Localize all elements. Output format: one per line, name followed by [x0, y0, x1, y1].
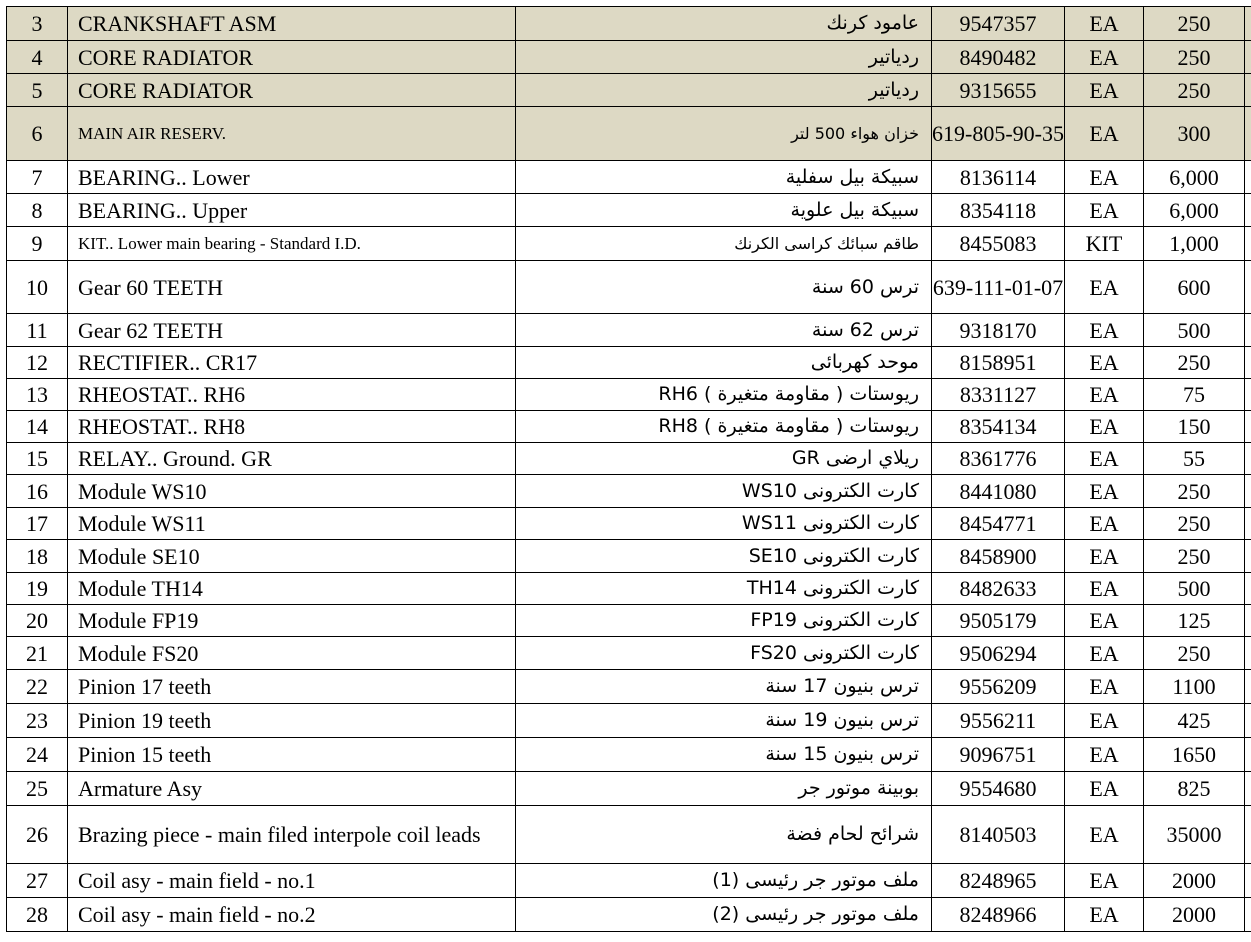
quantity-cell: 250: [1144, 475, 1245, 508]
edge-cell: [1245, 227, 1251, 261]
arabic-text: ترس بنيون 17 سنة: [765, 675, 919, 697]
arabic-text: موحد كهربائى: [810, 351, 919, 373]
quantity-cell: 2000: [1144, 864, 1245, 898]
edge-cell: [1245, 898, 1251, 932]
description-en-cell: Coil asy - main field - no.2: [68, 898, 516, 932]
quantity-cell: 425: [1144, 704, 1245, 738]
description-ar-cell: [516, 74, 932, 107]
edge-cell: [1245, 347, 1251, 379]
edge-cell: [1245, 772, 1251, 806]
edge-cell: [1245, 864, 1251, 898]
unit-cell: EA: [1065, 864, 1144, 898]
quantity-cell: 250: [1144, 347, 1245, 379]
part-number-cell: 8158951: [932, 347, 1065, 379]
edge-cell: [1245, 261, 1251, 314]
arabic-text: ملف موتور جر رئيسى (2): [712, 903, 919, 925]
description-ar-cell: [516, 573, 932, 605]
item-number-cell: 20: [7, 605, 68, 637]
description-ar-cell: [516, 605, 932, 637]
item-number-cell: 16: [7, 475, 68, 508]
quantity-cell: 250: [1144, 74, 1245, 107]
description-en-cell: Gear 62 TEETH: [68, 314, 516, 347]
arabic-text: سبيكة بيل علوية: [790, 198, 919, 221]
part-number-cell: 8361776: [932, 443, 1065, 475]
unit-cell: EA: [1065, 772, 1144, 806]
edge-cell: [1245, 475, 1251, 508]
description-en-cell: BEARING.. Upper: [68, 194, 516, 227]
description-ar-cell: [516, 411, 932, 443]
unit-cell: EA: [1065, 41, 1144, 74]
table-row: [7, 41, 1251, 74]
description-en-cell: Armature Asy: [68, 772, 516, 806]
unit-cell: EA: [1065, 261, 1144, 314]
arabic-text: ردياتير: [868, 78, 919, 101]
edge-cell: [1245, 540, 1251, 573]
description-en-cell: Module FS20: [68, 637, 516, 670]
table-row: [7, 161, 1251, 194]
description-ar-cell: [516, 704, 932, 738]
edge-cell: [1245, 738, 1251, 772]
arabic-text: خزان هواء 500 لتر: [791, 124, 919, 143]
arabic-text: بوبينة موتور جر: [798, 777, 919, 799]
quantity-cell: 1,000: [1144, 227, 1245, 261]
edge-cell: [1245, 41, 1251, 74]
edge-cell: [1245, 508, 1251, 540]
description-en-cell: CORE RADIATOR: [68, 41, 516, 74]
unit-cell: EA: [1065, 194, 1144, 227]
item-number-cell: 27: [7, 864, 68, 898]
description-ar-cell: [516, 806, 932, 864]
item-number-cell: 26: [7, 806, 68, 864]
description-ar-cell: [516, 670, 932, 704]
table-row: [7, 605, 1251, 637]
description-ar-cell: [516, 508, 932, 540]
quantity-cell: 825: [1144, 772, 1245, 806]
unit-cell: EA: [1065, 704, 1144, 738]
table-row: [7, 7, 1251, 41]
quantity-cell: 6,000: [1144, 161, 1245, 194]
item-number-cell: 10: [7, 261, 68, 314]
quantity-cell: 1650: [1144, 738, 1245, 772]
part-number-cell: 8482633: [932, 573, 1065, 605]
part-number-cell: 9506294: [932, 637, 1065, 670]
description-ar-cell: [516, 41, 932, 74]
quantity-cell: 250: [1144, 637, 1245, 670]
unit-cell: EA: [1065, 379, 1144, 411]
item-number-cell: 11: [7, 314, 68, 347]
unit-cell: KIT: [1065, 227, 1144, 261]
unit-cell: EA: [1065, 475, 1144, 508]
edge-cell: [1245, 107, 1251, 161]
edge-cell: [1245, 670, 1251, 704]
description-en-cell: Module WS11: [68, 508, 516, 540]
description-ar-cell: [516, 194, 932, 227]
description-ar-cell: [516, 475, 932, 508]
quantity-cell: 250: [1144, 508, 1245, 540]
arabic-text: ترس بنيون 19 سنة: [765, 709, 919, 731]
arabic-text: ملف موتور جر رئيسى (1): [712, 869, 919, 891]
part-number-cell: 619-805-90-35: [932, 107, 1065, 161]
unit-cell: EA: [1065, 314, 1144, 347]
item-number-cell: 21: [7, 637, 68, 670]
arabic-text: ريوستات ( مقاومة متغيرة ) RH8: [658, 415, 919, 437]
unit-cell: EA: [1065, 161, 1144, 194]
arabic-text: كارت الكترونى FS20: [750, 641, 919, 664]
item-number-cell: 25: [7, 772, 68, 806]
arabic-text: كارت الكترونى TH14: [746, 577, 919, 599]
part-number-cell: 8248965: [932, 864, 1065, 898]
table-row: [7, 379, 1251, 411]
quantity-cell: 150: [1144, 411, 1245, 443]
table-row: [7, 107, 1251, 161]
description-ar-cell: [516, 261, 932, 314]
unit-cell: EA: [1065, 573, 1144, 605]
description-en-cell: Module SE10: [68, 540, 516, 573]
description-ar-cell: [516, 314, 932, 347]
description-ar-cell: [516, 107, 932, 161]
unit-cell: EA: [1065, 670, 1144, 704]
part-number-cell: 9096751: [932, 738, 1065, 772]
table-row: [7, 573, 1251, 605]
quantity-cell: 55: [1144, 443, 1245, 475]
description-ar-cell: [516, 864, 932, 898]
item-number-cell: 28: [7, 898, 68, 932]
description-en-cell: RHEOSTAT.. RH8: [68, 411, 516, 443]
description-ar-cell: [516, 738, 932, 772]
arabic-text: كارت الكترونى WS11: [741, 512, 919, 534]
table-row: [7, 670, 1251, 704]
table-row: [7, 443, 1251, 475]
part-number-cell: 9554680: [932, 772, 1065, 806]
quantity-cell: 250: [1144, 7, 1245, 41]
edge-cell: [1245, 443, 1251, 475]
item-number-cell: 22: [7, 670, 68, 704]
description-en-cell: Gear 60 TEETH: [68, 261, 516, 314]
unit-cell: EA: [1065, 508, 1144, 540]
arabic-text: ريوستات ( مقاومة متغيرة ) RH6: [658, 383, 919, 405]
unit-cell: EA: [1065, 411, 1144, 443]
item-number-cell: 9: [7, 227, 68, 261]
part-number-cell: 9505179: [932, 605, 1065, 637]
arabic-text: ترس بنيون 15 سنة: [765, 743, 919, 765]
arabic-text: طاقم سبائك كراسى الكرنك: [734, 234, 919, 253]
edge-cell: [1245, 379, 1251, 411]
table-row: [7, 411, 1251, 443]
item-number-cell: 23: [7, 704, 68, 738]
item-number-cell: 4: [7, 41, 68, 74]
item-number-cell: 17: [7, 508, 68, 540]
quantity-cell: 500: [1144, 314, 1245, 347]
description-en-cell: Module WS10: [68, 475, 516, 508]
edge-cell: [1245, 194, 1251, 227]
arabic-text: كارت الكترونى SE10: [748, 544, 919, 567]
unit-cell: EA: [1065, 637, 1144, 670]
table-row: [7, 704, 1251, 738]
description-en-cell: Module TH14: [68, 573, 516, 605]
part-number-cell: 9315655: [932, 74, 1065, 107]
quantity-cell: 250: [1144, 540, 1245, 573]
edge-cell: [1245, 637, 1251, 670]
arabic-text: كارت الكترونى FP19: [750, 609, 919, 631]
arabic-text: كارت الكترونى WS10: [741, 479, 919, 502]
description-en-cell: Pinion 19 teeth: [68, 704, 516, 738]
item-number-cell: 19: [7, 573, 68, 605]
item-number-cell: 7: [7, 161, 68, 194]
part-number-cell: 9556211: [932, 704, 1065, 738]
part-number-cell: 8136114: [932, 161, 1065, 194]
description-ar-cell: [516, 772, 932, 806]
quantity-cell: 1100: [1144, 670, 1245, 704]
unit-cell: EA: [1065, 443, 1144, 475]
table-row: [7, 347, 1251, 379]
table-row: [7, 637, 1251, 670]
edge-cell: [1245, 314, 1251, 347]
part-number-cell: 9556209: [932, 670, 1065, 704]
part-number-cell: 8490482: [932, 41, 1065, 74]
part-number-cell: 8458900: [932, 540, 1065, 573]
item-number-cell: 18: [7, 540, 68, 573]
arabic-text: عامود كرنك: [826, 12, 919, 34]
description-ar-cell: [516, 540, 932, 573]
quantity-cell: 2000: [1144, 898, 1245, 932]
description-en-cell: Brazing piece - main filed interpole coil leads: [68, 806, 516, 864]
description-en-cell: CORE RADIATOR: [68, 74, 516, 107]
unit-cell: EA: [1065, 898, 1144, 932]
unit-cell: EA: [1065, 540, 1144, 573]
description-en-cell: Pinion 15 teeth: [68, 738, 516, 772]
part-number-cell: 9547357: [932, 7, 1065, 41]
edge-cell: [1245, 161, 1251, 194]
arabic-text: ردياتير: [868, 45, 919, 68]
unit-cell: EA: [1065, 806, 1144, 864]
description-ar-cell: [516, 227, 932, 261]
table-row: [7, 227, 1251, 261]
item-number-cell: 3: [7, 7, 68, 41]
item-number-cell: 15: [7, 443, 68, 475]
arabic-text: سبيكة بيل سفلية: [785, 165, 919, 188]
quantity-cell: 500: [1144, 573, 1245, 605]
arabic-text: ترس 60 سنة: [811, 275, 919, 298]
item-number-cell: 14: [7, 411, 68, 443]
part-number-cell: 8248966: [932, 898, 1065, 932]
quantity-cell: 250: [1144, 41, 1245, 74]
description-en-cell: RECTIFIER.. CR17: [68, 347, 516, 379]
description-ar-cell: [516, 637, 932, 670]
description-ar-cell: [516, 347, 932, 379]
part-number-cell: 8140503: [932, 806, 1065, 864]
edge-cell: [1245, 605, 1251, 637]
table-row: [7, 194, 1251, 227]
description-en-cell: KIT.. Lower main bearing - Standard I.D.: [68, 227, 516, 261]
table-row: [7, 540, 1251, 573]
quantity-cell: 35000: [1144, 806, 1245, 864]
item-number-cell: 12: [7, 347, 68, 379]
part-number-cell: 8354134: [932, 411, 1065, 443]
description-en-cell: MAIN AIR RESERV.: [68, 107, 516, 161]
description-ar-cell: [516, 443, 932, 475]
quantity-cell: 600: [1144, 261, 1245, 314]
table-row: [7, 508, 1251, 540]
table-row: [7, 898, 1251, 932]
table-row: [7, 475, 1251, 508]
quantity-cell: 6,000: [1144, 194, 1245, 227]
part-number-cell: 8454771: [932, 508, 1065, 540]
part-number-cell: 8455083: [932, 227, 1065, 261]
table-row: [7, 74, 1251, 107]
part-number-cell: 639-111-01-07: [932, 261, 1065, 314]
description-en-cell: RHEOSTAT.. RH6: [68, 379, 516, 411]
table-row: [7, 738, 1251, 772]
unit-cell: EA: [1065, 605, 1144, 637]
arabic-text: ريلاي ارضى GR: [791, 447, 919, 469]
item-number-cell: 8: [7, 194, 68, 227]
unit-cell: EA: [1065, 107, 1144, 161]
edge-cell: [1245, 806, 1251, 864]
description-ar-cell: [516, 379, 932, 411]
arabic-text: ترس 62 سنة: [811, 318, 919, 341]
table-row: [7, 314, 1251, 347]
part-number-cell: 8331127: [932, 379, 1065, 411]
quantity-cell: 75: [1144, 379, 1245, 411]
description-en-cell: Pinion 17 teeth: [68, 670, 516, 704]
description-ar-cell: [516, 898, 932, 932]
arabic-text: شرائح لحام فضة: [786, 823, 919, 845]
edge-cell: [1245, 704, 1251, 738]
unit-cell: EA: [1065, 738, 1144, 772]
table-row: [7, 772, 1251, 806]
edge-cell: [1245, 74, 1251, 107]
description-en-cell: BEARING.. Lower: [68, 161, 516, 194]
parts-table: [6, 6, 1251, 932]
table-row: [7, 864, 1251, 898]
item-number-cell: 6: [7, 107, 68, 161]
edge-cell: [1245, 573, 1251, 605]
edge-cell: [1245, 7, 1251, 41]
quantity-cell: 125: [1144, 605, 1245, 637]
quantity-cell: 300: [1144, 107, 1245, 161]
part-number-cell: 8354118: [932, 194, 1065, 227]
part-number-cell: 8441080: [932, 475, 1065, 508]
description-en-cell: Coil asy - main field - no.1: [68, 864, 516, 898]
table-row: [7, 261, 1251, 314]
unit-cell: EA: [1065, 347, 1144, 379]
parts-table-body: [7, 7, 1251, 932]
description-ar-cell: [516, 7, 932, 41]
table-row: [7, 806, 1251, 864]
unit-cell: EA: [1065, 7, 1144, 41]
unit-cell: EA: [1065, 74, 1144, 107]
item-number-cell: 5: [7, 74, 68, 107]
description-en-cell: Module FP19: [68, 605, 516, 637]
description-en-cell: RELAY.. Ground. GR: [68, 443, 516, 475]
part-number-cell: 9318170: [932, 314, 1065, 347]
item-number-cell: 13: [7, 379, 68, 411]
description-en-cell: CRANKSHAFT ASM: [68, 7, 516, 41]
description-ar-cell: [516, 161, 932, 194]
edge-cell: [1245, 411, 1251, 443]
item-number-cell: 24: [7, 738, 68, 772]
